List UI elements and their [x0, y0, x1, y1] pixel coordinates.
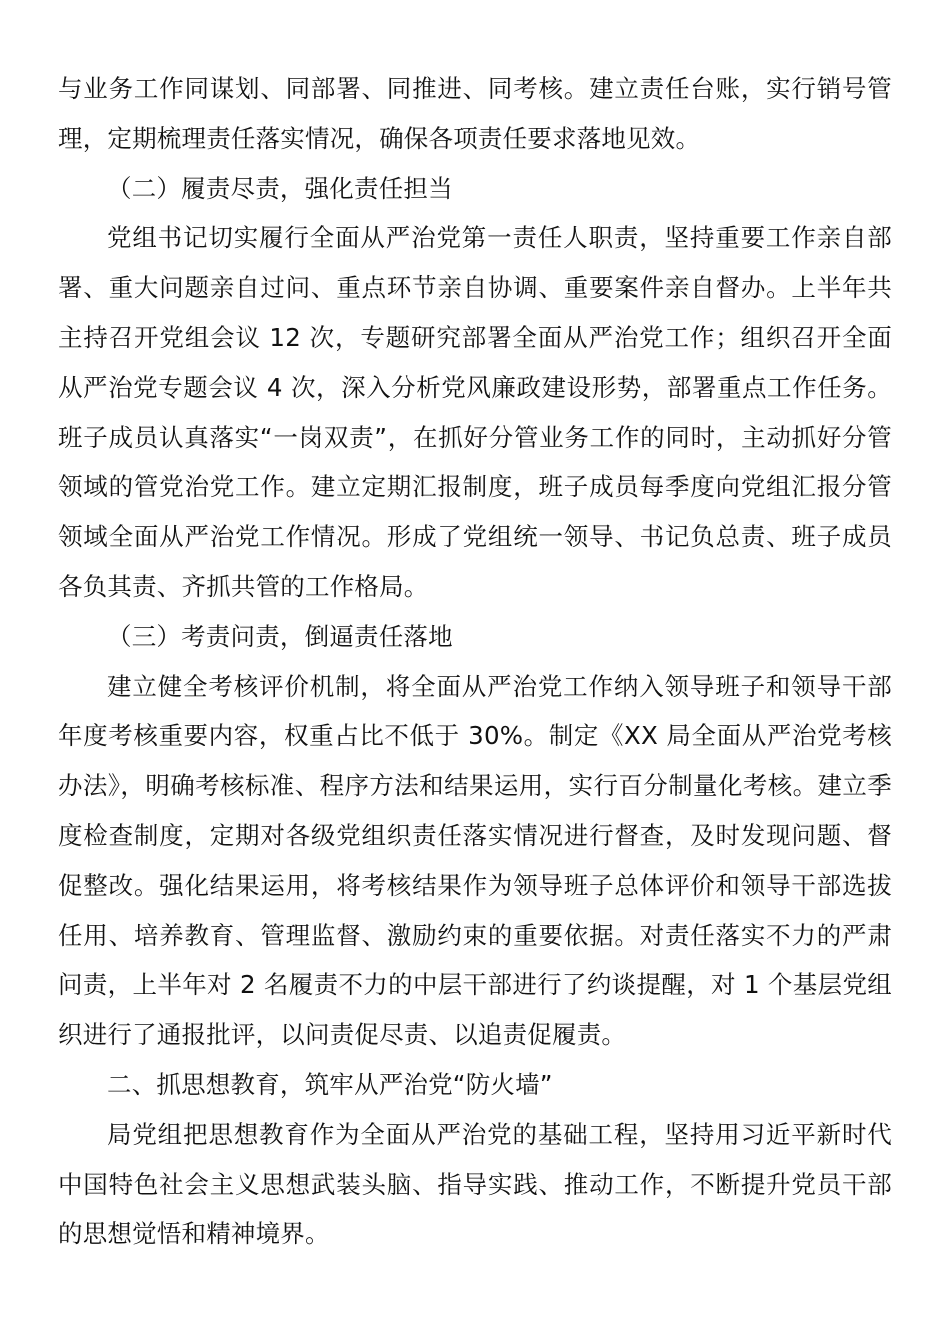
paragraph-responsibility: 党组书记切实履行全面从严治党第一责任人职责，坚持重要工作亲自部署、重大问题亲自过问、重点环节亲自协调、重要案件亲自督办。上半年共主持召开党组会议 12 次，专题研究部署全面从严治党工作；组织召开全面从严治党专题会议 4 次，深入分析党风廉政建设形势，部署重点工作任务。班子成员认真落实“一岗双责”，在抓好分管业务工作的同时，主动抓好分管领域的管党治党工作。建立定期汇报制度，班子成员每季度向党组汇报分管领域全面从严治党工作情况。形成了党组统一领导、书记负总责、班子成员各负其责、齐抓共管的工作格局。	[58, 223, 892, 601]
document-page	[58, 64, 892, 1259]
section-heading-3: （三）考责问责，倒逼责任落地	[107, 621, 453, 651]
paragraph-ideology: 局党组把思想教育作为全面从严治党的基础工程，坚持用习近平新时代中国特色社会主义思想武装头脑、指导实践、推动工作，不断提升党员干部的思想觉悟和精神境界。	[58, 1119, 892, 1249]
section-heading-2: （二）履责尽责，强化责任担当	[107, 173, 453, 203]
paragraph-continuation: 与业务工作同谋划、同部署、同推进、同考核。建立责任台账，实行销号管理，定期梳理责任落实情况，确保各项责任要求落地见效。	[58, 74, 892, 153]
paragraph-assessment: 建立健全考核评价机制，将全面从严治党工作纳入领导班子和领导干部年度考核重要内容，权重占比不低于 30%。制定《XX 局全面从严治党考核办法》，明确考核标准、程序方法和结果运用，实行百分制量化考核。建立季度检查制度，定期对各级党组织责任落实情况进行督查，及时发现问题、督促整改。强化结果运用，将考核结果作为领导班子总体评价和领导干部选拔任用、培养教育、管理监督、激励约束的重要依据。对责任落实不力的严肃问责，上半年对 2 名履责不力的中层干部进行了约谈提醒，对 1 个基层党组织进行了通报批评，以问责促尽责、以追责促履责。	[58, 671, 892, 1050]
chapter-heading-2: 二、抓思想教育，筑牢从严治党“防火墙”	[107, 1069, 553, 1099]
